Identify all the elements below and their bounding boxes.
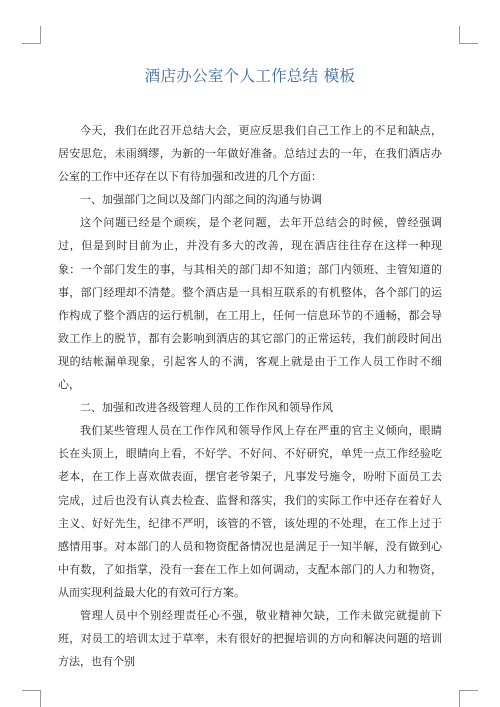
- crop-mark-top-left: [40, 26, 41, 44]
- crop-mark-bottom-right: [460, 690, 478, 691]
- crop-mark-bottom-left: [22, 690, 40, 691]
- crop-mark-bottom-right: [459, 690, 460, 707]
- section-heading-2: 二、加强和改进各级管理人员的工作作风和领导作风: [80, 401, 333, 415]
- document-body: [58, 119, 442, 673]
- document-title: 酒店办公室个人工作总结 模板: [144, 67, 356, 85]
- crop-mark-top-right: [459, 26, 460, 44]
- crop-mark-top-left: [22, 43, 40, 44]
- paragraph-intro: 今天，我们在此召开总结大会，更应反思我们自己工作上的不足和缺点，居安思危，未雨绸缪，为新的一年做好准备。总结过去的一年，在我们酒店办公室的工作中还存在以下有待加强和改进的几个方面：: [58, 124, 442, 184]
- crop-mark-bottom-left: [40, 690, 41, 707]
- paragraph-communication: 这个问题已经是个顽疾，是个老问题，去年开总结会的时候，曾经强调过，但是到时目前为止，并没有多大的改善，现在酒店往往存在这样一种现象：一个部门发生的事，与其相关的部门却不知道；部门内领班、主管知道的事，部门经理却不清楚。整个酒店是一具相互联系的有机整体，各个部门的运作构成了整个酒店的运行机制，在工用上，任何一信息环节的不通畅，都会导致工作上的脱节，都有会影响到酒店的其它部门的正常运转，我们前段时间出现的结帐漏单现象，引起客人的不满，客观上就是由于工作人员工作时不细心，: [58, 216, 442, 392]
- crop-mark-top-right: [460, 43, 478, 44]
- paragraph-work-style: 我们某些管理人员在工作作风和领导作风上存在严重的官主义倾向，眼睛长在头顶上，眼睛向上看，不好学、不好问、不好研究，单凭一点工作经验吃老本，在工作上喜欢做表面，摆官老爷架子，凡事发号施令，吩咐下面员工去完成，过后也没有认真去检查、监督和落实，我们的实际工作中还存在着好人主义、好好先生，纪律不严明，该管的不管，该处理的不处理，在工作上过于感情用事。对本部门的人员和物资配备情况也是满足于一知半解，没有做到心中有数，了如指掌，没有一套在工作上如何调动，支配本部门的人力和物资，从而实现利益最大化的有效可行方案。: [58, 424, 442, 599]
- paragraph-responsibility: 管理人员中个别经理责任心不强，敬业精神欠缺，工作未做完就提前下班，对员工的培训太过于草率，未有很好的把握培训的方向和解决问题的培训方法，也有个别: [58, 608, 442, 669]
- section-heading-1: 一、加强部门之间以及部门内部之间的沟通与协调: [80, 193, 322, 207]
